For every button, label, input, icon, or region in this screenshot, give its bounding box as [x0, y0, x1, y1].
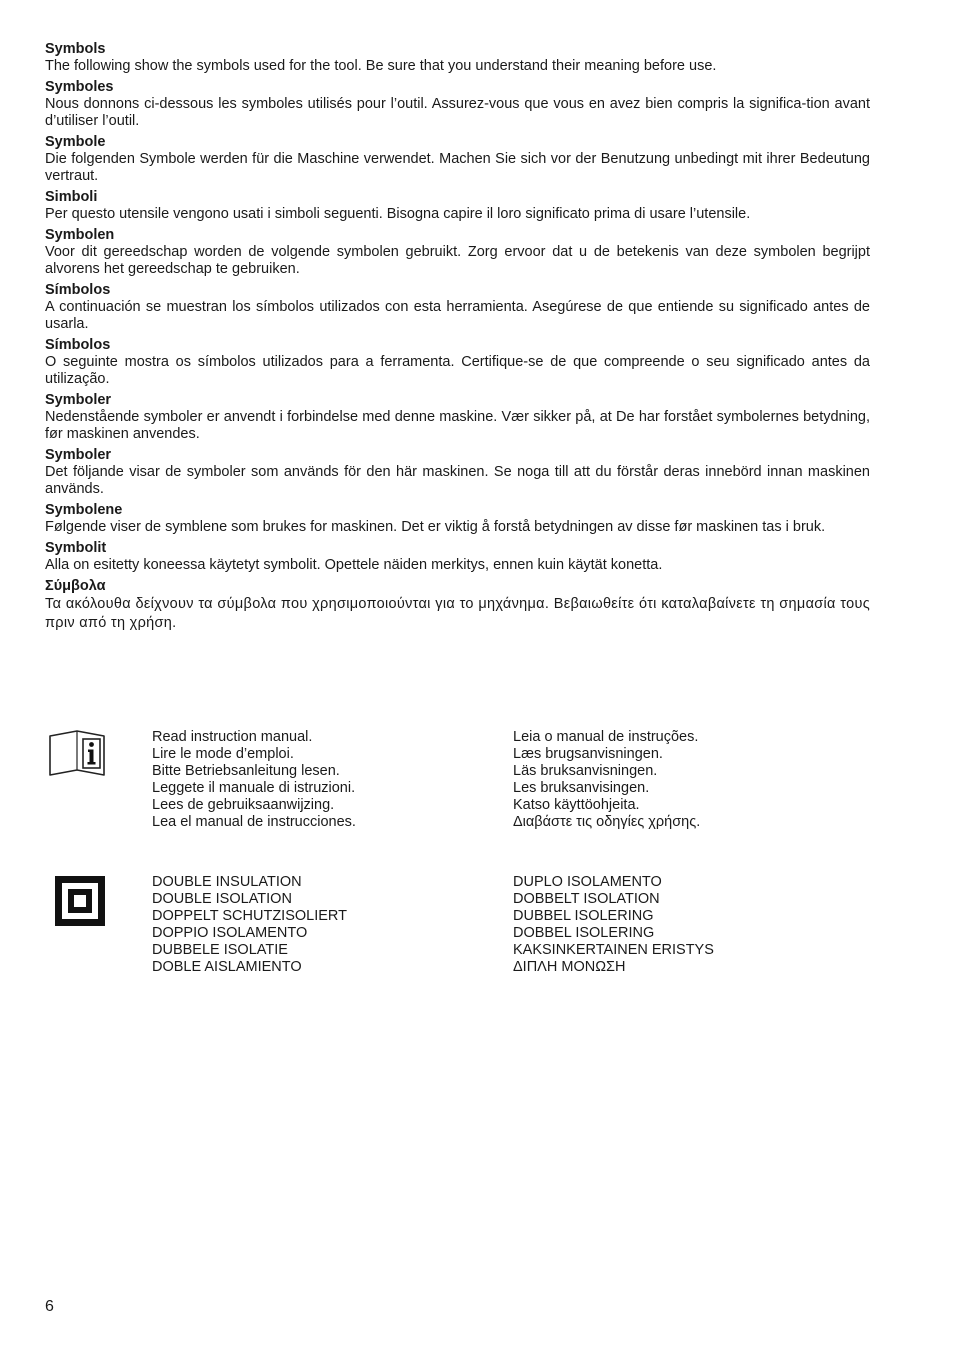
section-heading: Simboli — [45, 189, 98, 205]
section-heading: Symbolen — [45, 227, 115, 243]
symbol-meaning-line: Lire le mode d’emploi. — [152, 746, 294, 762]
section-text: Det följande visar de symboler som används för den här maskinen. Se noga till att du förstår deras innebörd innan maskinen används. — [45, 464, 870, 497]
symbol-meaning-line: Leia o manual de instruções. — [513, 729, 699, 745]
section-text: The following show the symbols used for the tool. Be sure that you understand their meaning before use. — [45, 58, 717, 74]
section-heading: Symboler — [45, 392, 112, 408]
symbol-meaning-line: DOBBEL ISOLERING — [513, 925, 655, 941]
symbol-meaning-line: Bitte Betriebsanleitung lesen. — [152, 763, 340, 779]
section-es — [45, 282, 870, 333]
double-insulation-icon — [55, 876, 105, 931]
symbol-meaning-line: Läs bruksanvisningen. — [513, 763, 658, 779]
section-heading: Symbolit — [45, 540, 107, 556]
symbol-meaning-line: DOPPIO ISOLAMENTO — [152, 925, 308, 941]
symbol-meaning-column-right — [513, 874, 893, 976]
section-pt — [45, 337, 870, 388]
section-heading: Symboles — [45, 79, 114, 95]
section-text: Die folgenden Symbole werden für die Maschine verwendet. Machen Sie sich vor der Benutzung unbedingt mit ihrer Bedeutung vertraut. — [45, 151, 870, 184]
symbol-meaning-line: DOBLE AISLAMIENTO — [152, 959, 302, 975]
symbol-meaning-line: DUBBEL ISOLERING — [513, 908, 654, 924]
section-text: Voor dit gereedschap worden de volgende symbolen gebruikt. Zorg ervoor dat u de betekenis van deze symbolen begrijpt alvorens het gereedschap te gebruiken. — [45, 244, 870, 277]
symbol-meaning-line: Læs brugsanvisningen. — [513, 746, 663, 762]
section-text: Nedenstående symboler er anvendt i forbindelse med denne maskine. Vær sikker på, at De har forstået symbolernes betydning, før maskinen anvendes. — [45, 409, 870, 442]
section-en — [45, 41, 870, 75]
symbol-meaning-line: DUPLO ISOLAMENTO — [513, 874, 662, 890]
section-da — [45, 392, 870, 443]
section-heading: Symbols — [45, 41, 106, 57]
symbol-meaning-line: DOUBLE ISOLATION — [152, 891, 292, 907]
symbol-meaning-line: Leggete il manuale di istruzioni. — [152, 780, 356, 796]
symbol-meaning-column-left — [152, 729, 492, 831]
section-heading: Símbolos — [45, 337, 111, 353]
section-text: O seguinte mostra os símbolos utilizados para a ferramenta. Certifique-se de que compreende o seu significado antes da utilização. — [45, 354, 870, 387]
symbol-meaning-line: Les bruksanvisingen. — [513, 780, 650, 796]
symbol-meaning-line: DOBBELT ISOLATION — [513, 891, 660, 907]
instruction-manual-icon — [45, 729, 109, 784]
section-sv — [45, 447, 870, 498]
section-heading: Σύμβολα — [45, 578, 106, 594]
section-text: Nous donnons ci-dessous les symboles utilisés pour l’outil. Assurez-vous que vous en avez bien compris la significa-tion avant d’utiliser l’outil. — [45, 96, 870, 129]
section-heading: Symbole — [45, 134, 106, 150]
section-text: Per questo utensile vengono usati i simboli seguenti. Bisogna capire il loro significato prima di usare l’utensile. — [45, 206, 751, 222]
section-text: Følgende viser de symblene som brukes for maskinen. Det er viktig å forstå betydningen av disse før maskinen tas i bruk. — [45, 519, 826, 535]
symbol-meaning-line: Διαβάστε τις οδηγίες χρήσης. — [513, 814, 701, 830]
symbol-meaning-line: Lea el manual de instrucciones. — [152, 814, 356, 830]
section-nl — [45, 227, 870, 278]
section-no — [45, 502, 870, 536]
symbol-meaning-line: Lees de gebruiksaanwijzing. — [152, 797, 335, 813]
page-number: 6 — [45, 1298, 54, 1315]
section-text: Τα ακόλουθα δείχνουν τα σύμβολα που χρησιμοποιούνται για το μηχάνημα. Βεβαιωθείτε ότι καταλαβαίνετε τη σημασία τους πριν από τη χρήση. — [45, 596, 870, 631]
section-heading: Symbolene — [45, 502, 123, 518]
section-text: A continuación se muestran los símbolos utilizados con esta herramienta. Asegúrese de que entiende su significado antes de usarla. — [45, 299, 870, 332]
symbol-meaning-line: DUBBELE ISOLATIE — [152, 942, 288, 958]
symbol-meaning-column-left — [152, 874, 492, 976]
symbol-meaning-line: Katso käyttöohjeita. — [513, 797, 640, 813]
symbol-meaning-column-right — [513, 729, 893, 831]
section-heading: Symboler — [45, 447, 112, 463]
section-el — [45, 578, 870, 633]
symbol-meaning-line: Read instruction manual. — [152, 729, 313, 745]
section-de — [45, 134, 870, 185]
symbol-meaning-line: KAKSINKERTAINEN ERISTYS — [513, 942, 714, 958]
section-heading: Símbolos — [45, 282, 111, 298]
section-it — [45, 189, 870, 223]
section-text: Alla on esitetty koneessa käytetyt symbolit. Opettele näiden merkitys, ennen kuin käytät konetta. — [45, 557, 663, 573]
symbol-meaning-line: ΔΙΠΛΗ ΜΟΝΩΣΗ — [513, 959, 626, 975]
symbol-meaning-line: DOUBLE INSULATION — [152, 874, 302, 890]
symbol-meaning-line: DOPPELT SCHUTZISOLIERT — [152, 908, 347, 924]
section-fi — [45, 540, 870, 574]
section-fr — [45, 79, 870, 130]
symbols-intro — [45, 41, 870, 637]
